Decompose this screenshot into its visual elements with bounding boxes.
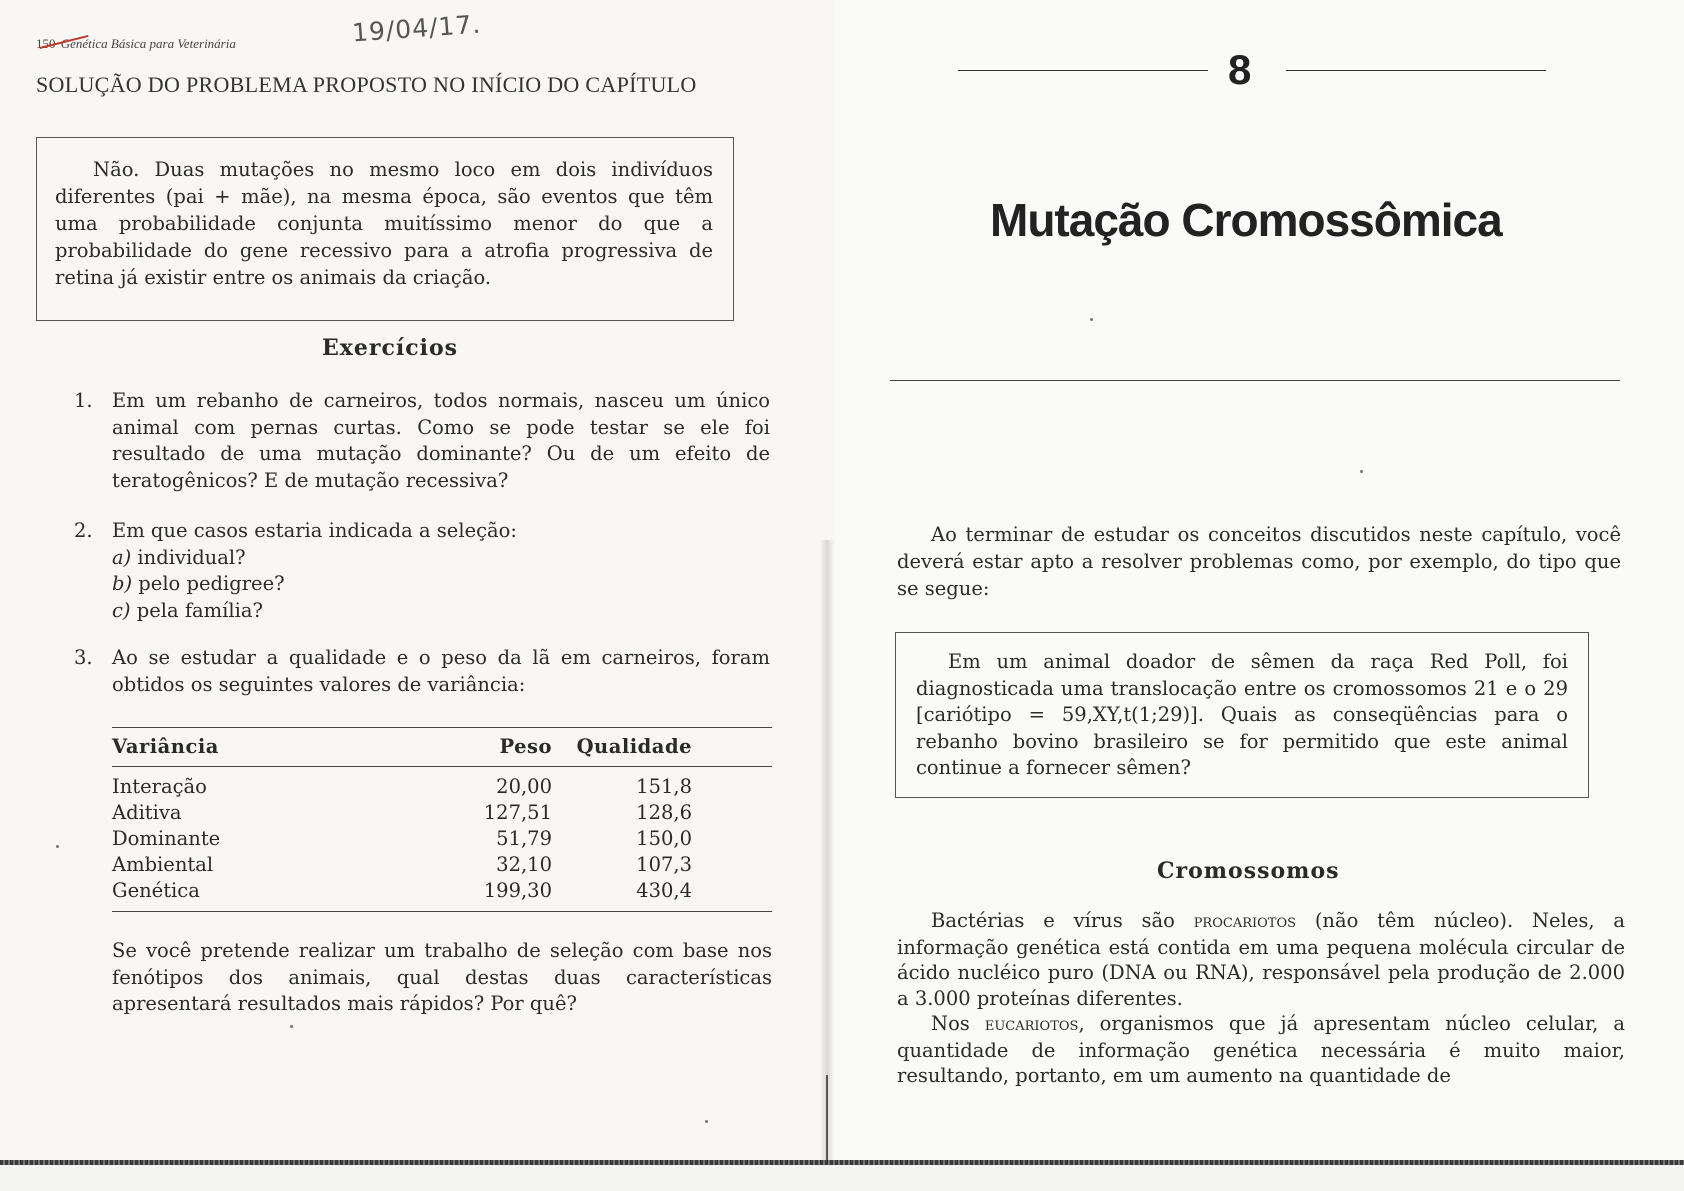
exercise-3-question: Se você pretende realizar um trabalho de seleção com base nos fenótipos dos animais, qual destas duas características apresentará resultados mais rápidos? Por quê?: [112, 939, 772, 1015]
para1-rest: (não têm núcleo). Neles, a informação genética está contida em uma pequena molécula circular de ácido nucléico puro (DNA ou RNA), responsável pela produção de 2.000 a 3.000 proteínas diferentes.: [897, 909, 1625, 1010]
option-letter: a): [112, 545, 132, 569]
exercise-number: 3.: [74, 646, 93, 669]
section-title: Cromossomos: [1157, 858, 1340, 884]
solution-text: Não. Duas mutações no mesmo loco em dois indivíduos diferentes (pai + mãe), na mesma época, são eventos que têm uma probabilidade conjunta muitíssimo menor do que a probabilidade do gene recessivo para a atrofia progressiva de retina já existir entre os animais da criação.: [55, 158, 713, 289]
option-c: [112, 598, 770, 625]
scan-speck: [290, 1025, 293, 1028]
handwritten-date: 19/04/17.: [351, 9, 483, 48]
chapter-rule-left: [958, 70, 1208, 71]
cell-label: Aditiva: [112, 800, 182, 824]
chapter-number: 8: [1228, 46, 1252, 93]
table-row: [112, 773, 772, 799]
scanner-margin: [0, 1165, 1684, 1191]
chapter-rule-right: [1286, 70, 1546, 71]
option-text: pelo pedigree?: [132, 572, 285, 595]
header-qualidade: Qualidade: [576, 734, 692, 758]
problem-box: [895, 632, 1589, 798]
cell-qualidade: 150,0: [636, 826, 692, 850]
chapter-intro: [897, 521, 1621, 602]
cell-peso: 20,00: [496, 774, 552, 798]
exercise-3: [74, 645, 770, 698]
header-peso: Peso: [499, 734, 552, 758]
option-b: [112, 571, 770, 598]
table-row: [112, 877, 772, 903]
section-body: [897, 908, 1625, 1089]
left-page: [0, 0, 835, 1165]
cell-peso: 51,79: [496, 826, 552, 850]
cell-label: Interação: [112, 774, 207, 798]
scan-speck: [705, 1120, 708, 1123]
exercise-text: Ao se estudar a qualidade e o peso da lã em carneiros, foram obtidos os seguintes valores de variância:: [112, 646, 770, 696]
para1-lead: Bactérias e vírus são: [931, 909, 1194, 932]
exercise-2: [74, 518, 770, 624]
cell-label: Dominante: [112, 826, 221, 850]
variance-table: [112, 727, 772, 912]
table-row: [112, 799, 772, 825]
cell-qualidade: 128,6: [636, 800, 692, 824]
book-title: Genética Básica para Veterinária: [60, 36, 236, 51]
header-variancia: Variância: [112, 734, 219, 758]
solution-heading: SOLUÇÃO DO PROBLEMA PROPOSTO NO INÍCIO DO CAPÍTULO: [36, 72, 697, 97]
cell-peso: 199,30: [483, 878, 552, 902]
scan-speck: [1360, 470, 1363, 473]
cell-peso: 32,10: [496, 852, 552, 876]
term-procariotos: procariotos: [1193, 911, 1297, 932]
cell-peso: 127,51: [483, 800, 552, 824]
scan-speck: [1090, 318, 1093, 321]
table-header: [112, 728, 772, 764]
exercise-text: Em um rebanho de carneiros, todos normais, nasceu um único animal com pernas curtas. Como se pode testar se ele foi resultado de uma mutação dominante? Ou de um efeito de teratogênicos? E de mutação recessiva?: [112, 389, 770, 492]
book-spine: [820, 540, 834, 1165]
table-rule-bottom: [112, 911, 772, 912]
scan-speck: [56, 845, 59, 848]
spine-line: [826, 1075, 828, 1165]
para2-lead: Nos: [931, 1012, 985, 1035]
page-number: 150: [36, 36, 56, 51]
option-text: pela família?: [130, 598, 263, 622]
para2-rest: , organismos que já apresentam núcleo celular, a quantidade de informação genética necessária é muito maior, resultando, portanto, em um aumento na quantidade de: [897, 1012, 1625, 1087]
solution-box: [36, 137, 734, 321]
exercise-1: [74, 388, 770, 494]
paragraph-eucariotos: [897, 1011, 1625, 1089]
table-row: [112, 851, 772, 877]
cell-qualidade: 430,4: [636, 878, 692, 902]
option-letter: c): [112, 598, 131, 622]
problem-text: Em um animal doador de sêmen da raça Red Poll, foi diagnosticada uma translocação entre os cromossomos 21 e o 29 [cariótipo = 59,XY,t(1;29)]. Quais as conseqüências para o rebanho bovino brasileiro se for permitido que este animal continue a fornecer sêmen?: [916, 650, 1568, 779]
exercise-number: 2.: [74, 519, 93, 542]
cell-qualidade: 107,3: [636, 852, 692, 876]
cell-label: Genética: [112, 878, 200, 902]
chapter-title: Mutação Cromossômica: [990, 194, 1502, 246]
cell-label: Ambiental: [112, 852, 214, 876]
table-row: [112, 825, 772, 851]
exercise-text: Em que casos estaria indicada a seleção:: [112, 519, 517, 542]
option-text: individual?: [131, 545, 246, 569]
option-letter: b): [112, 572, 133, 595]
exercises-title: Exercícios: [322, 335, 459, 361]
chapter-separator: [890, 380, 1620, 381]
intro-text: Ao terminar de estudar os conceitos discutidos neste capítulo, você deverá estar apto a resolver problemas como, por exemplo, do tipo que se segue:: [897, 523, 1621, 600]
term-eucariotos: eucariotos: [984, 1014, 1079, 1035]
option-a: [112, 545, 770, 572]
paragraph-procariotos: [897, 908, 1625, 1011]
exercise-number: 1.: [74, 389, 93, 412]
cell-qualidade: 151,8: [636, 774, 692, 798]
